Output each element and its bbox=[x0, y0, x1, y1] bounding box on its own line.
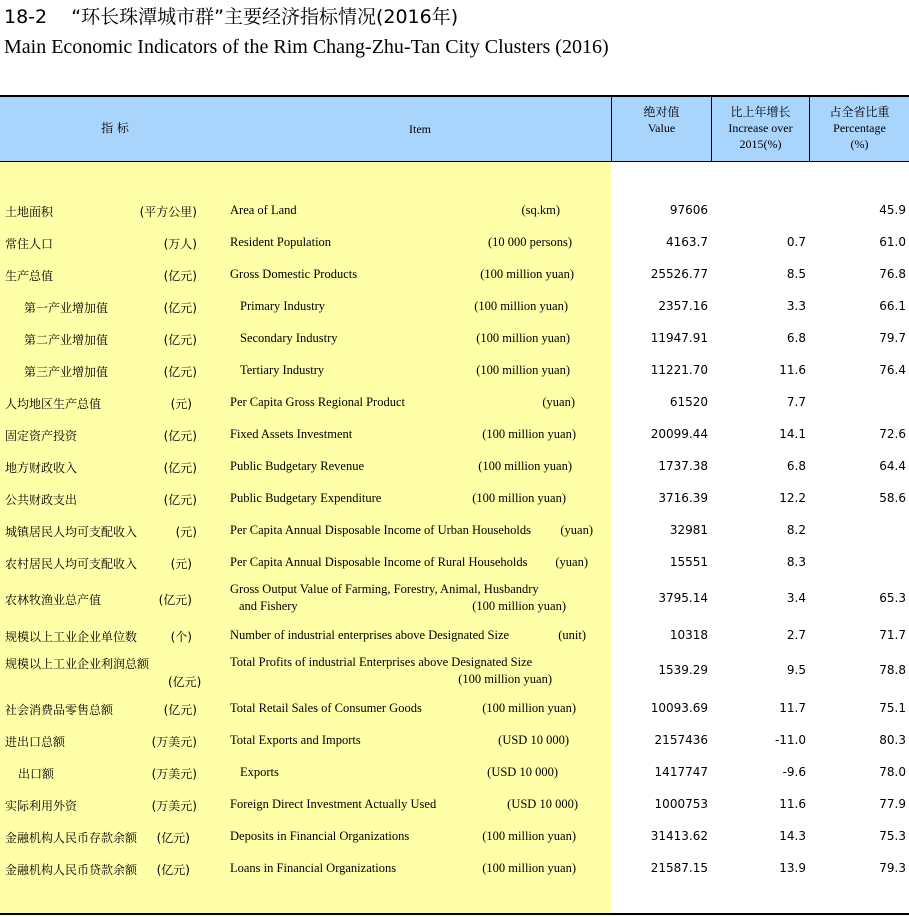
indicator-name-en: Per Capita Gross Regional Product bbox=[230, 395, 405, 409]
header-bottom-rule bbox=[0, 161, 909, 162]
indicator-unit-cn: (亿元) bbox=[158, 593, 192, 607]
growth-cell: 8.2 bbox=[786, 523, 806, 537]
indicator-unit-en: (100 million yuan) bbox=[482, 701, 576, 715]
growth-cell: 6.8 bbox=[786, 331, 806, 345]
indicator-unit-en: (100 million yuan) bbox=[476, 331, 570, 345]
indicator-unit-en: (100 million yuan) bbox=[476, 363, 570, 377]
header-indicator-cn: 指 标 bbox=[101, 121, 129, 135]
value-cell: 15551 bbox=[669, 555, 708, 569]
growth-cell: -11.0 bbox=[774, 733, 806, 747]
indicator-name-cn: 第三产业增加值 bbox=[24, 365, 109, 379]
indicator-name-en: Per Capita Annual Disposable Income of Rural Households bbox=[230, 555, 528, 569]
indicator-unit-cn: (平方公里) bbox=[139, 205, 197, 219]
indicator-name-en: Per Capita Annual Disposable Income of Urban Households bbox=[230, 523, 531, 537]
indicator-unit-en: (unit) bbox=[558, 628, 586, 642]
growth-cell: 3.4 bbox=[786, 591, 806, 605]
value-cell: 3716.39 bbox=[658, 491, 708, 505]
indicator-name-cn: 第一产业增加值 bbox=[24, 301, 109, 315]
indicator-unit-cn: (万美元) bbox=[151, 799, 197, 813]
value-cell: 20099.44 bbox=[650, 427, 708, 441]
table-bottom-rule bbox=[0, 913, 909, 915]
share-cell: 78.8 bbox=[879, 663, 906, 677]
growth-cell: 7.7 bbox=[786, 395, 806, 409]
indicator-name-en: Total Retail Sales of Consumer Goods bbox=[230, 701, 422, 715]
indicator-name-cn: 生产总值 bbox=[5, 269, 54, 283]
indicator-name-en: Number of industrial enterprises above Designated Size bbox=[230, 628, 510, 642]
share-cell: 77.9 bbox=[879, 797, 906, 811]
header-increase: 比上年增长 Increase over 2015(%) bbox=[728, 105, 793, 151]
indicator-name-en: Fixed Assets Investment bbox=[230, 427, 353, 441]
indicator-name-cn: 地方财政收入 bbox=[5, 461, 78, 475]
growth-cell: 8.5 bbox=[786, 267, 806, 281]
indicator-unit-en: (sq.km) bbox=[521, 203, 560, 217]
growth-cell: 0.7 bbox=[786, 235, 806, 249]
indicator-unit-cn: (万美元) bbox=[151, 735, 197, 749]
indicator-unit-en: (100 million yuan) bbox=[472, 599, 566, 613]
indicator-unit-cn: (亿元) bbox=[156, 831, 190, 845]
value-cell: 11947.91 bbox=[650, 331, 708, 345]
growth-cell: 14.3 bbox=[779, 829, 806, 843]
indicator-name-en: Gross Output Value of Farming, Forestry, Animal, Husbandry bbox=[230, 582, 539, 596]
indicator-unit-en: (100 million yuan) bbox=[482, 829, 576, 843]
indicator-name-en: Total Profits of industrial Enterprises above Designated Size bbox=[230, 655, 533, 669]
indicator-unit-cn: (亿元) bbox=[163, 493, 197, 507]
share-cell: 76.4 bbox=[879, 363, 906, 377]
value-cell: 3795.14 bbox=[658, 591, 708, 605]
indicator-name-cn: 常住人口 bbox=[5, 237, 54, 251]
value-cell: 97606 bbox=[669, 203, 708, 217]
value-cell: 10318 bbox=[669, 628, 708, 642]
indicator-unit-cn: (亿元) bbox=[163, 365, 197, 379]
share-cell: 78.0 bbox=[879, 765, 906, 779]
indicator-name-cn: 规模以上工业企业利润总额 bbox=[5, 657, 150, 671]
indicator-name-en: Public Budgetary Expenditure bbox=[230, 491, 382, 505]
indicator-name-en-continued: and Fishery bbox=[239, 599, 298, 613]
growth-cell: 2.7 bbox=[786, 628, 806, 642]
indicator-name-en: Deposits in Financial Organizations bbox=[230, 829, 410, 843]
indicator-unit-cn: (亿元) bbox=[163, 333, 197, 347]
growth-cell: 12.2 bbox=[779, 491, 806, 505]
value-cell: 21587.15 bbox=[650, 861, 708, 875]
indicator-unit-cn: (元) bbox=[175, 525, 197, 539]
growth-cell: 8.3 bbox=[786, 555, 806, 569]
indicator-name-cn: 农村居民人均可支配收入 bbox=[5, 557, 138, 571]
indicator-unit-cn: (亿元) bbox=[163, 703, 197, 717]
indicator-unit-cn: (亿元) bbox=[156, 863, 190, 877]
value-cell: 2357.16 bbox=[658, 299, 708, 313]
indicator-unit-cn: (亿元) bbox=[163, 429, 197, 443]
indicator-unit-cn: (亿元) bbox=[168, 675, 202, 689]
value-cell: 25526.77 bbox=[650, 267, 708, 281]
indicator-name-cn: 城镇居民人均可支配收入 bbox=[5, 525, 138, 539]
indicator-unit-cn: (万人) bbox=[163, 237, 197, 251]
growth-cell: -9.6 bbox=[782, 765, 806, 779]
indicator-name-en: Public Budgetary Revenue bbox=[230, 459, 364, 473]
indicator-unit-en: (100 million yuan) bbox=[482, 427, 576, 441]
share-cell: 66.1 bbox=[879, 299, 906, 313]
growth-cell: 11.7 bbox=[779, 701, 806, 715]
share-cell: 75.1 bbox=[879, 701, 906, 715]
growth-cell: 9.5 bbox=[786, 663, 806, 677]
indicator-unit-cn: (万美元) bbox=[151, 767, 197, 781]
share-cell: 61.0 bbox=[879, 235, 906, 249]
share-cell: 58.6 bbox=[879, 491, 906, 505]
share-cell: 75.3 bbox=[879, 829, 906, 843]
share-cell: 79.7 bbox=[879, 331, 906, 345]
indicator-name-cn: 金融机构人民币存款余额 bbox=[5, 831, 138, 845]
indicator-unit-cn: (元) bbox=[170, 397, 192, 411]
share-cell: 80.3 bbox=[879, 733, 906, 747]
indicator-unit-en: (100 million yuan) bbox=[480, 267, 574, 281]
indicator-unit-en: (USD 10 000) bbox=[487, 765, 558, 779]
indicator-unit-en: (100 million yuan) bbox=[482, 861, 576, 875]
growth-cell: 13.9 bbox=[779, 861, 806, 875]
indicator-name-cn: 出口额 bbox=[18, 767, 55, 781]
share-cell: 76.8 bbox=[879, 267, 906, 281]
indicator-name-cn: 进出口总额 bbox=[5, 735, 66, 749]
table-top-rule bbox=[0, 95, 909, 97]
value-cell: 32981 bbox=[669, 523, 708, 537]
indicator-unit-en: (yuan) bbox=[560, 523, 593, 537]
indicator-name-cn: 公共财政支出 bbox=[5, 493, 78, 507]
indicator-unit-en: (USD 10 000) bbox=[498, 733, 569, 747]
indicator-name-en: Loans in Financial Organizations bbox=[230, 861, 397, 875]
indicator-name-en: Secondary Industry bbox=[240, 331, 338, 345]
indicator-unit-cn: (元) bbox=[170, 557, 192, 571]
indicator-name-cn: 固定资产投资 bbox=[5, 429, 78, 443]
share-cell: 72.6 bbox=[879, 427, 906, 441]
growth-cell: 11.6 bbox=[779, 797, 806, 811]
indicator-name-en: Area of Land bbox=[230, 203, 297, 217]
table-title-english: Main Economic Indicators of the Rim Chang-Zhu-Tan City Clusters (2016) bbox=[4, 36, 609, 58]
value-cell: 11221.70 bbox=[650, 363, 708, 377]
share-cell: 71.7 bbox=[879, 628, 906, 642]
indicator-unit-en: (100 million yuan) bbox=[472, 491, 566, 505]
value-cell: 10093.69 bbox=[650, 701, 708, 715]
indicator-name-cn: 规模以上工业企业单位数 bbox=[5, 630, 138, 644]
indicator-name-en: Tertiary Industry bbox=[240, 363, 325, 377]
indicator-name-cn: 人均地区生产总值 bbox=[5, 397, 102, 411]
indicator-name-cn: 农林牧渔业总产值 bbox=[5, 593, 102, 607]
indicator-name-cn: 土地面积 bbox=[5, 205, 54, 219]
share-cell: 79.3 bbox=[879, 861, 906, 875]
value-cell: 1000753 bbox=[654, 797, 708, 811]
indicator-unit-en: (yuan) bbox=[555, 555, 588, 569]
value-cell: 4163.7 bbox=[666, 235, 708, 249]
value-cell: 31413.62 bbox=[650, 829, 708, 843]
indicator-unit-cn: (亿元) bbox=[163, 461, 197, 475]
indicator-table bbox=[0, 95, 909, 917]
indicator-unit-en: (yuan) bbox=[542, 395, 575, 409]
share-cell: 65.3 bbox=[879, 591, 906, 605]
growth-cell: 14.1 bbox=[779, 427, 806, 441]
indicator-unit-en: (USD 10 000) bbox=[507, 797, 578, 811]
value-cell: 1417747 bbox=[654, 765, 708, 779]
indicator-name-en: Gross Domestic Products bbox=[230, 267, 358, 281]
growth-cell: 11.6 bbox=[779, 363, 806, 377]
value-cell: 1737.38 bbox=[658, 459, 708, 473]
indicator-name-cn: 第二产业增加值 bbox=[24, 333, 109, 347]
value-cell: 1539.29 bbox=[658, 663, 708, 677]
value-cell: 61520 bbox=[669, 395, 708, 409]
indicator-name-en: Total Exports and Imports bbox=[230, 733, 361, 747]
indicator-unit-cn: (亿元) bbox=[163, 301, 197, 315]
indicator-unit-en: (10 000 persons) bbox=[487, 235, 572, 249]
indicator-name-en: Exports bbox=[240, 765, 279, 779]
indicator-name-cn: 金融机构人民币贷款余额 bbox=[5, 863, 138, 877]
indicator-unit-en: (100 million yuan) bbox=[474, 299, 568, 313]
header-item-en: Item bbox=[409, 122, 431, 136]
header-percentage: 占全省比重 Percentage (%) bbox=[829, 105, 890, 151]
indicator-unit-en: (100 million yuan) bbox=[458, 672, 552, 686]
indicator-name-en: Foreign Direct Investment Actually Used bbox=[230, 797, 437, 811]
growth-cell: 3.3 bbox=[786, 299, 806, 313]
value-cell: 2157436 bbox=[654, 733, 708, 747]
indicator-unit-cn: (个) bbox=[170, 630, 192, 644]
indicator-name-en: Resident Population bbox=[230, 235, 332, 249]
table-title-chinese: 18-2 “环长珠潭城市群”主要经济指标情况(2016年) bbox=[4, 6, 459, 28]
header-value: 绝对值 Value bbox=[643, 105, 680, 135]
indicator-unit-cn: (亿元) bbox=[163, 269, 197, 283]
share-cell: 64.4 bbox=[879, 459, 906, 473]
indicator-name-cn: 实际利用外资 bbox=[5, 799, 78, 813]
growth-cell: 6.8 bbox=[786, 459, 806, 473]
share-cell: 45.9 bbox=[879, 203, 906, 217]
indicator-name-en: Primary Industry bbox=[240, 299, 326, 313]
indicator-unit-en: (100 million yuan) bbox=[478, 459, 572, 473]
indicator-name-cn: 社会消费品零售总额 bbox=[5, 703, 114, 717]
